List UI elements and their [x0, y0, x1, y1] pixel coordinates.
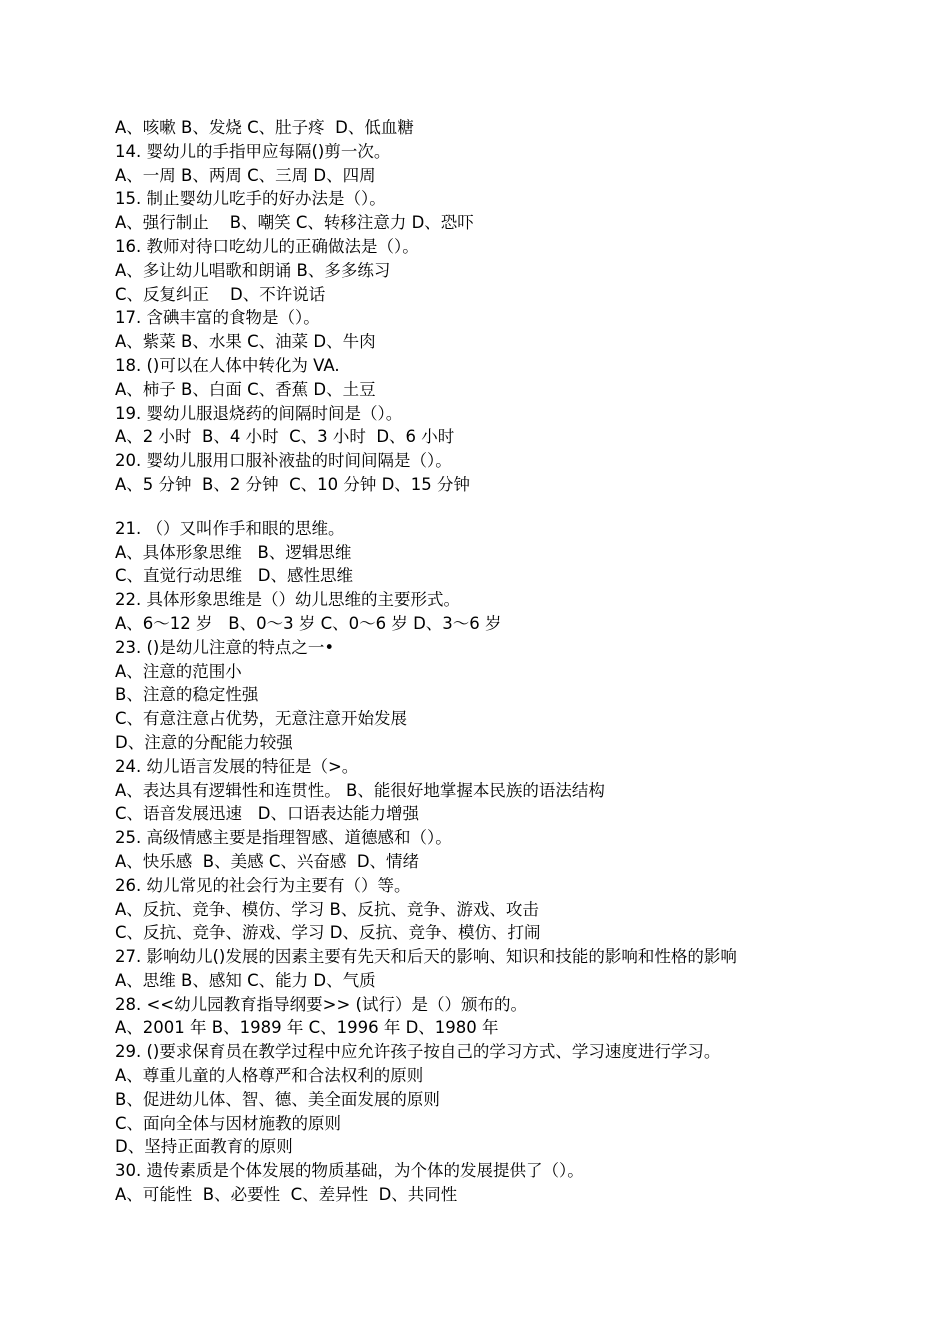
answer-options: C、直觉行动思维 D、感性思维 — [115, 566, 353, 586]
question-27: 27. 影响幼儿()发展的因素主要有先天和后天的影响、知识和技能的影响和性格的影响 — [115, 947, 737, 967]
question-30: 30. 遗传素质是个体发展的物质基础，为个体的发展提供了（）。 — [115, 1161, 584, 1181]
answer-options: A、可能性 B、必要性 C、差异性 D、共同性 — [115, 1185, 458, 1205]
answer-options: A、2 小时 B、4 小时 C、3 小时 D、6 小时 — [115, 427, 455, 447]
answer-options: C、反复纠正 D、不许说话 — [115, 284, 326, 304]
answer-options: A、5 分钟 B、2 分钟 C、10 分钟 D、15 分钟 — [115, 474, 471, 494]
document-page — [115, 116, 915, 1207]
answer-options: A、思维 B、感知 C、能力 D、气质 — [115, 970, 376, 990]
answer-options: A、柿子 B、白面 C、香蕉 D、土豆 — [115, 379, 376, 399]
question-29: 29. ()要求保育员在教学过程中应允许孩子按自己的学习方式、学习速度进行学习。 — [115, 1042, 721, 1062]
question-22: 22. 具体形象思维是（）幼儿思维的主要形式。 — [115, 590, 460, 610]
answer-option: A、注意的范围小 — [115, 661, 242, 681]
question-25: 25. 高级情感主要是指理智感、道德感和（）。 — [115, 828, 452, 848]
question-28: 28. <<幼儿园教育指导纲要>> (试行）是（）颁布的。 — [115, 994, 527, 1014]
answer-options: A、具体形象思维 B、逻辑思维 — [115, 542, 352, 562]
answer-options: C、语音发展迅速 D、口语表达能力增强 — [115, 804, 419, 824]
answer-options: A、2001 年 B、1989 年 C、1996 年 D、1980 年 — [115, 1018, 499, 1038]
answer-options: A、表达具有逻辑性和连贯性。 B、能很好地掌握本民族的语法结构 — [115, 780, 605, 800]
answer-options: A、6〜12 岁 B、0〜3 岁 C、0〜6 岁 D、3〜6 岁 — [115, 613, 502, 633]
blank-line — [115, 497, 915, 517]
answer-options: A、一周 B、两周 C、三周 D、四周 — [115, 165, 376, 185]
answer-options: C、反抗、竞争、游戏、学习 D、反抗、竞争、模仿、打闹 — [115, 923, 541, 943]
question-26: 26. 幼儿常见的社会行为主要有（）等。 — [115, 875, 411, 895]
answer-options: A、快乐感 B、美感 C、兴奋感 D、情绪 — [115, 851, 420, 871]
answer-options: A、反抗、竞争、模仿、学习 B、反抗、竞争、游戏、攻击 — [115, 899, 539, 919]
answer-options: A、咳嗽 B、发烧 C、肚子疼 D、低血糖 — [115, 118, 414, 137]
question-17: 17. 含碘丰富的食物是（）。 — [115, 308, 320, 328]
question-16: 16. 教师对待口吃幼儿的正确做法是（）。 — [115, 236, 419, 256]
question-23: 23. ()是幼儿注意的特点之一• — [115, 637, 335, 657]
question-20: 20. 婴幼儿服用口服补液盐的时间间隔是（）。 — [115, 451, 452, 471]
answer-option: B、注意的稳定性强 — [115, 685, 259, 705]
question-18: 18. ()可以在人体中转化为 VA. — [115, 355, 340, 375]
answer-option: A、尊重儿童的人格尊严和合法权利的原则 — [115, 1066, 424, 1086]
answer-option: C、面向全体与因材施教的原则 — [115, 1113, 342, 1133]
answer-options: A、紫菜 B、水果 C、油菜 D、牛肉 — [115, 332, 376, 352]
answer-options: A、多让幼儿唱歌和朗诵 B、多多练习 — [115, 260, 391, 280]
question-21: 21. （）又叫作手和眼的思维。 — [115, 518, 345, 538]
answer-options: A、强行制止 B、嘲笑 C、转移注意力 D、恐吓 — [115, 213, 474, 233]
question-15: 15. 制止婴幼儿吃手的好办法是（）。 — [115, 189, 386, 209]
answer-option: B、促进幼儿体、智、德、美全面发展的原则 — [115, 1089, 440, 1109]
answer-option: D、坚持正面教育的原则 — [115, 1137, 293, 1157]
answer-option: D、注意的分配能力较强 — [115, 732, 293, 752]
question-19: 19. 婴幼儿服退烧药的间隔时间是（）。 — [115, 403, 403, 423]
question-14: 14. 婴幼儿的手指甲应每隔()剪一次。 — [115, 141, 391, 161]
question-24: 24. 幼儿语言发展的特征是（>。 — [115, 756, 359, 776]
answer-option: C、有意注意占优势，无意注意开始发展 — [115, 709, 408, 729]
